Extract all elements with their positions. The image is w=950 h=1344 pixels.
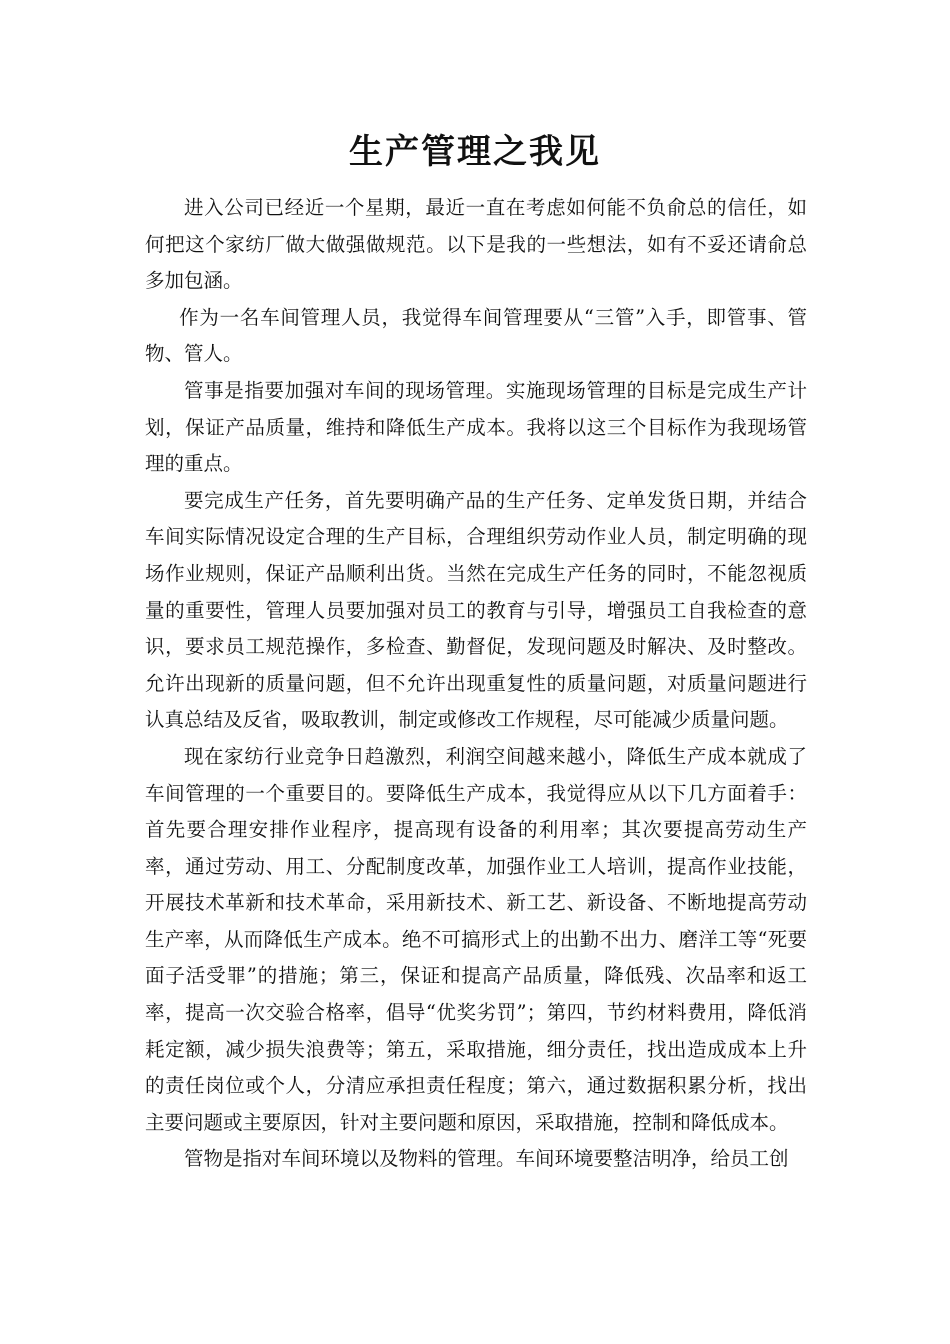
document-title: 生产管理之我见 — [349, 132, 601, 172]
paragraph-production-tasks: 要完成生产任务，首先要明确产品的生产任务、定单发货日期，并结合车间实际情况设定合理的生产目标，合理组织劳动作业人员，制定明确的现场作业规则，保证产品顺利出货。当然在完成生产任务的同时，不能忽视质量的重要性，管理人员要加强对员工的教育与引导，增强员工自我检查的意识，要求员工规范操作，多检查、勤督促，发现问题及时解决、及时整改。允许出现新的质量问题，但不允许出现重复性的质量问题，对质量问题进行认真总结及反省，吸取教训，制定或修改工作规程，尽可能减少质量问题。 — [145, 488, 807, 732]
document-body — [145, 190, 807, 1178]
paragraph-three-management: 作为一名车间管理人员，我觉得车间管理要从“三管”入手，即管事、管物、管人。 — [145, 305, 807, 366]
paragraph-manage-affairs: 管事是指要加强对车间的现场管理。实施现场管理的目标是完成生产计划，保证产品质量，维持和降低生产成本。我将以这三个目标作为我现场管理的重点。 — [145, 378, 807, 476]
paragraph-cost-reduction: 现在家纺行业竞争日趋激烈，利润空间越来越小，降低生产成本就成了车间管理的一个重要目的。要降低生产成本，我觉得应从以下几方面着手：首先要合理安排作业程序，提高现有设备的利用率；其次要提高劳动生产率，通过劳动、用工、分配制度改革，加强作业工人培训，提高作业技能，开展技术革新和技术革命，采用新技术、新工艺、新设备、不断地提高劳动生产率，从而降低生产成本。绝不可搞形式上的出勤不出力、磨洋工等“死要面子活受罪”的措施；第三，保证和提高产品质量，降低残、次品率和返工率，提高一次交验合格率，倡导“优奖劣罚”；第四，节约材料费用，降低消耗定额，减少损失浪费等；第五，采取措施，细分责任，找出造成成本上升的责任岗位或个人，分清应承担责任程度；第六，通过数据积累分析，找出主要问题或主要原因，针对主要问题和原因，采取措施，控制和降低成本。 — [145, 744, 807, 1134]
paragraph-intro: 进入公司已经近一个星期，最近一直在考虑如何能不负俞总的信任，如何把这个家纺厂做大做强做规范。以下是我的一些想法，如有不妥还请俞总多加包涵。 — [145, 196, 807, 293]
paragraph-manage-materials: 管物是指对车间环境以及物料的管理。车间环境要整洁明净，给员工创 — [184, 1147, 789, 1171]
